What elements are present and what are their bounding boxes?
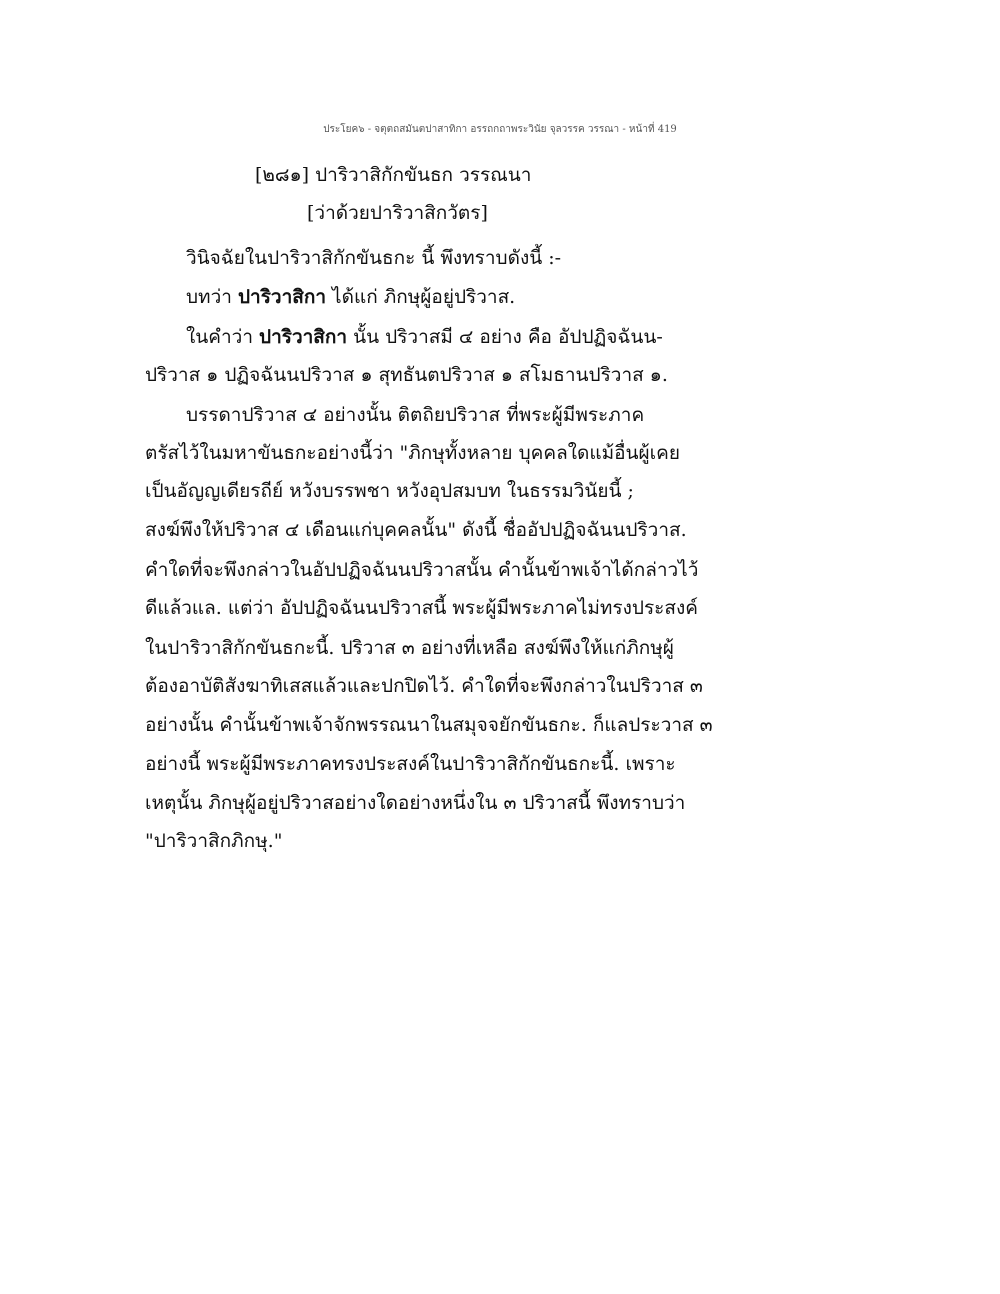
body-line-10: ดีแล้วแล. แต่ว่า อัปปฏิจฉันนปริวาสนี้ พระผู้มีพระภาคไม่ทรงประสงค์: [145, 597, 698, 619]
body-line-16: "ปาริวาสิกภิกษุ.": [145, 830, 283, 852]
body-text: ในคำว่า: [186, 326, 260, 348]
defined-term: ปาริวาสิกา: [259, 326, 348, 348]
body-line-4: ปริวาส ๑ ปฏิจฉันนปริวาส ๑ สุทธันตปริวาส ๑ สโมธานปริวาส ๑.: [145, 364, 668, 386]
body-line-13: อย่างนั้น คำนั้นข้าพเจ้าจักพรรณนาในสมุจจยักขันธกะ. ก็แลประวาส ๓: [145, 714, 713, 736]
running-header: ประโยค๖ - จตุตถสมันตปาสาทิกา อรรถกถาพระวินัย จุลวรรค วรรณา - หน้าที่ 419: [323, 124, 677, 135]
body-line-2: [186, 282, 515, 312]
body-line-8: สงฆ์พึงให้ปริวาส ๔ เดือนแก่บุคคลนั้น" ดังนี้ ชื่ออัปปฏิจฉันนปริวาส.: [145, 519, 687, 541]
body-line-7: เป็นอัญญเดียรถีย์ หวังบรรพชา หวังอุปสมบท ในธรรมวินัยนี้ ;: [145, 480, 634, 502]
body-line-14: อย่างนี้ พระผู้มีพระภาคทรงประสงค์ในปาริวาสิกักขันธกะนี้. เพราะ: [145, 753, 676, 775]
body-text: นั้น ปริวาสมี ๔ อย่าง คือ อัปปฏิจฉันน-: [347, 326, 663, 348]
body-line-12: ต้องอาบัติสังฆาทิเสสแล้วและปกปิดไว้. คำใดที่จะพึงกล่าวในปริวาส ๓: [145, 675, 703, 697]
body-line-1: วินิจฉัยในปาริวาสิกักขันธกะ นี้ พึงทราบดังนี้ :-: [186, 247, 562, 269]
body-line-3: [186, 322, 663, 352]
body-line-6: ตรัสไว้ในมหาขันธกะอย่างนี้ว่า "ภิกษุทั้งหลาย บุคคลใดแม้อื่นผู้เคย: [145, 442, 680, 464]
body-line-15: เหตุนั้น ภิกษุผู้อยู่ปริวาสอย่างใดอย่างหนึ่งใน ๓ ปริวาสนี้ พึงทราบว่า: [145, 792, 686, 814]
body-line-5: บรรดาปริวาส ๔ อย่างนั้น ติตถิยปริวาส ที่พระผู้มีพระภาค: [186, 404, 645, 426]
defined-term: ปาริวาสิกา: [237, 286, 327, 308]
body-text: ได้แก่ ภิกษุผู้อยู่ปริวาส.: [326, 286, 516, 308]
body-line-9: คำใดที่จะพึงกล่าวในอัปปฏิจฉันนปริวาสนั้น คำนั้นข้าพเจ้าได้กล่าวไว้: [145, 559, 699, 581]
body-line-11: ในปาริวาสิกักขันธกะนี้. ปริวาส ๓ อย่างที่เหลือ สงฆ์พึงให้แก่ภิกษุผู้: [145, 637, 674, 659]
body-text: บทว่า: [186, 286, 238, 308]
section-subtitle: [ว่าด้วยปาริวาสิกวัตร]: [307, 202, 488, 224]
section-title: [๒๘๑] ปาริวาสิกักขันธก วรรณนา: [255, 164, 532, 186]
